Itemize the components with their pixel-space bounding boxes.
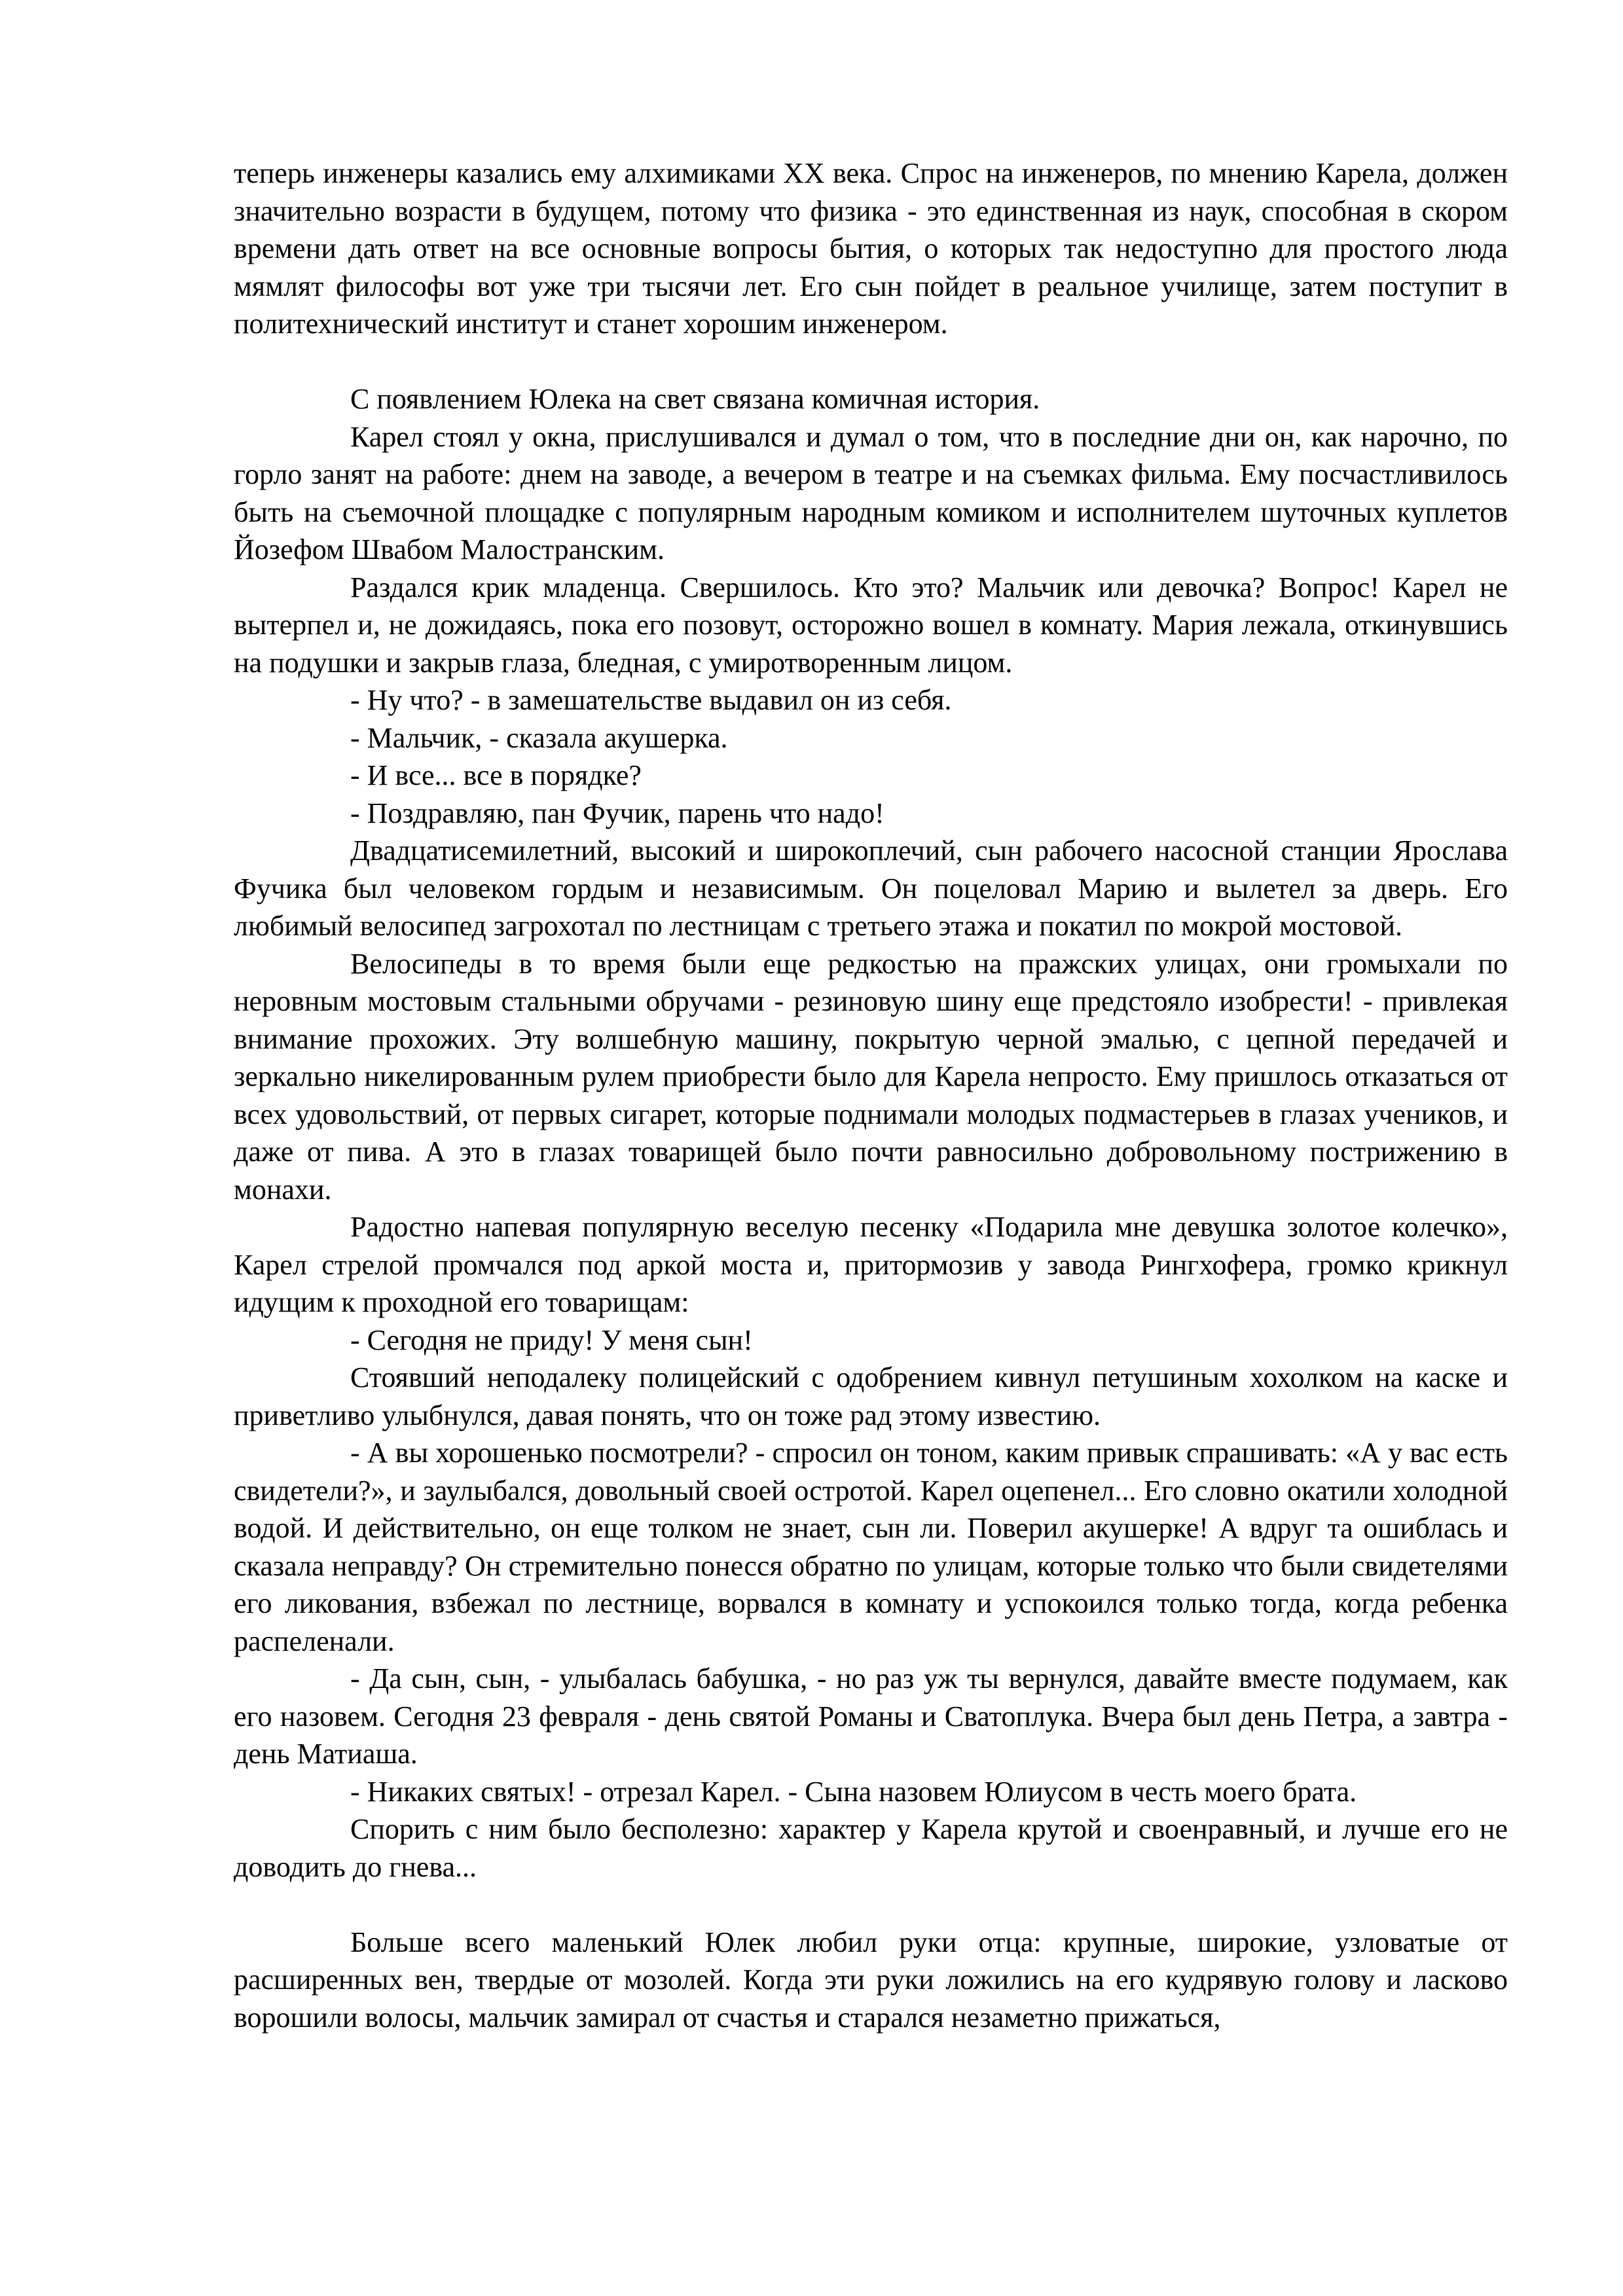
dialogue-line: - И все... все в порядке?: [350, 759, 642, 791]
paragraph-baby-cry: Раздался крик младенца. Свершилось. Кто это? Мальчик или девочка? Вопрос! Карел не вытерпел и, не дожидаясь, пока его позовут, осторожно вошел в комнату. Мария лежала, откинувшись на подушки и закрыв глаза, бледная, с умиротворенным лицом.: [234, 571, 1508, 679]
paragraph-policeman: Стоявший неподалеку полицейский с одобрением кивнул петушиным хохолком на каске и приветливо улыбнулся, давая понять, что он тоже рад этому известию.: [234, 1361, 1508, 1431]
dialogue-line: - Никаких святых! - отрезал Карел. - Сына назовем Юлиусом в честь моего брата.: [350, 1775, 1357, 1808]
paragraph-grandmother: - Да сын, сын, - улыбалась бабушка, - но раз уж ты вернулся, давайте вместе подумаем, как его назовем. Сегодня 23 февраля - день святой Романы и Сватоплука. Вчера был день Петра, а завтра - день Матиаша.: [234, 1662, 1508, 1770]
dialogue-line: - Мальчик, - сказала акушерка.: [350, 721, 728, 754]
paragraph-bicycles: Велосипеды в то время были еще редкостью на пражских улицах, они громыхали по неровным мостовым стальными обручами - резиновую шину еще предстояло изобрести! - привлекая внимание прохожих. Эту волшебную машину, покрытую черной эмалью, с цепной передачей и зеркально никелированным рулем приобрести было для Карела непросто. Ему пришлось отказаться от всех удовольствий, от первых сигарет, которые поднимали молодых подмастерьев в глазах учеников, и даже от пива. А это в глазах товарищей было почти равносильно добровольному пострижению в монахи.: [234, 947, 1508, 1206]
dialogue-line: - Сегодня не приду! У меня сын!: [350, 1323, 753, 1356]
paragraph-engineers: теперь инженеры казались ему алхимиками XX века. Спрос на инженеров, по мнению Карела, должен значительно возрасти в будущем, потому что физика - это единственная из наук, способная в скором времени дать ответ на все основные вопросы бытия, о которых так недоступно для простого люда мямлят философы вот уже три тысячи лет. Его сын пойдет в реальное училище, затем поступит в политехнический институт и станет хорошим инженером.: [234, 157, 1508, 340]
paragraph-bicycle-ride: Двадцатисемилетний, высокий и широкоплечий, сын рабочего насосной станции Ярослава Фучика был человеком гордым и независимым. Он поцеловал Марию и вылетел за дверь. Его любимый велосипед загрохотал по лестницам с третьего этажа и покатил по мокрой мостовой.: [234, 834, 1508, 942]
paragraph-argue: Спорить с ним было бесполезно: характер у Карела крутой и своенравный, и лучше его не доводить до гнева...: [234, 1813, 1508, 1883]
dialogue-line: - Поздравляю, пан Фучик, парень что надо!: [350, 797, 884, 829]
dialogue-line: - Ну что? - в замешательстве выдавил он из себя.: [350, 684, 952, 716]
paragraph-witnesses: - А вы хорошенько посмотрели? - спросил он тоном, каким привык спрашивать: «А у вас есть свидетели?», и заулыбался, довольный своей остротой. Карел оцепенел... Его словно окатили холодной водой. И действительно, он еще толком не знает, сын ли. Поверил акушерке! А вдруг та ошиблась и сказала неправду? Он стремительно понесся обратно по улицам, которые только что были свидетелями его ликования, взбежал по лестнице, ворвался в комнату и успокоился только тогда, когда ребенка распеленали.: [234, 1437, 1508, 1657]
paragraph-song: Радостно напевая популярную веселую песенку «Подарила мне девушка золотое колечко», Карел стрелой промчался под аркой моста и, притормозив у завода Рингхофера, громко крикнул идущим к проходной его товарищам:: [234, 1211, 1508, 1318]
paragraph-fathers-hands: Больше всего маленький Юлек любил руки отца: крупные, широкие, узловатые от расширенных вен, твердые от мозолей. Когда эти руки ложились на его кудрявую голову и ласково ворошили волосы, мальчик замирал от счастья и старался незаметно прижаться,: [234, 1926, 1508, 2034]
body-text: [234, 154, 1508, 2036]
paragraph-comic-story: С появлением Юлека на свет связана комичная история.: [350, 383, 1040, 415]
paragraph-karel-window: Карел стоял у окна, прислушивался и думал о том, что в последние дни он, как нарочно, по горло занят на работе: днем на заводе, а вечером в театре и на съемках фильма. Ему посчастливилось быть на съемочной площадке с популярным народным комиком и исполнителем шуточных куплетов Йозефом Швабом Малостранским.: [234, 420, 1508, 565]
